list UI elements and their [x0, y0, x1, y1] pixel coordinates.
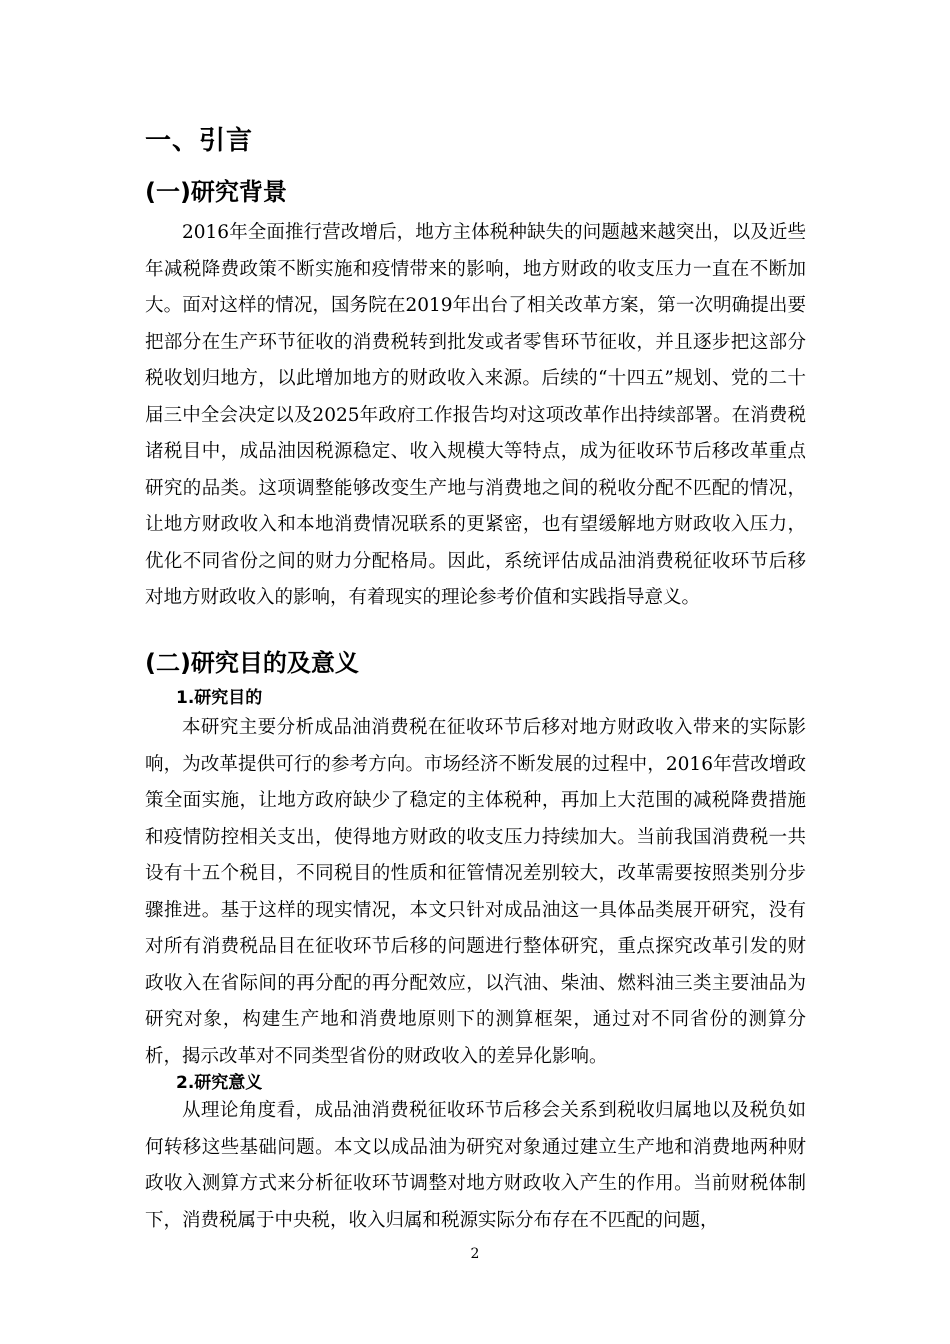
section-title-background: (一)研究背景 — [145, 178, 287, 206]
purpose-paragraph: 本研究主要分析成品油消费税在征收环节后移对地方财政收入带来的实际影响，为改革提供可行的参考方向。市场经济不断发展的过程中，2016年营改增政策全面实施，让地方政府缺少了稳定的主体税种，再加上大范围的减税降费措施和疫情防控相关支出，使得地方财政的收支压力持续加大。当前我国消费税一共设有十五个税目，不同税目的性质和征管情况差别较大，改革需要按照类别分步骤推进。基于这样的现实情况，本文只针对成品油这一具体品类展开研究，没有对所有消费税品目在征收环节后移的问题进行整体研究，重点探究改革引发的财政收入在省际间的再分配的再分配效应，以汽油、柴油、燃料油三类主要油品为研究对象，构建生产地和消费地原则下的测算框架，通过对不同省份的测算分析，揭示改革对不同类型省份的财政收入的差异化影响。 — [145, 717, 806, 1067]
background-paragraph: 2016年全面推行营改增后，地方主体税种缺失的问题越来越突出，以及近些年减税降费政策不断实施和疫情带来的影响，地方财政的收支压力一直在不断加大。面对这样的情况，国务院在2019年出台了相关改革方案，第一次明确提出要把部分在生产环节征收的消费税转到批发或者零售环节征收，并且逐步把这部分税收划归地方，以此增加地方的财政收入来源。后续的“十四五”规划、党的二十届三中全会决定以及2025年政府工作报告均对这项改革作出持续部署。在消费税诸税目中，成品油因税源稳定、收入规模大等特点，成为征收环节后移改革重点研究的品类。这项调整能够改变生产地与消费地之间的税收分配不匹配的情况，让地方财政收入和本地消费情况联系的更紧密，也有望缓解地方财政收入压力，优化不同省份之间的财力分配格局。因此，系统评估成品油消费税征收环节后移对地方财政收入的影响，有着现实的理论参考价值和实践指导意义。 — [145, 222, 806, 608]
chapter-heading: 一、引言 — [145, 126, 254, 156]
subsection-title-purpose: 1.研究目的 — [176, 688, 263, 708]
page-number: 2 — [470, 1246, 480, 1262]
significance-paragraph: 从理论角度看，成品油消费税征收环节后移会关系到税收归属地以及税负如何转移这些基础问题。本文以成品油为研究对象通过建立生产地和消费地两种财政收入测算方式来分析征收环节调整对地方财政收入产生的作用。当前财税体制下，消费税属于中央税，收入归属和税源实际分布存在不匹配的问题， — [145, 1100, 806, 1231]
subsection-title-significance: 2.研究意义 — [176, 1073, 263, 1093]
section-title-purpose: (二)研究目的及意义 — [145, 649, 359, 677]
